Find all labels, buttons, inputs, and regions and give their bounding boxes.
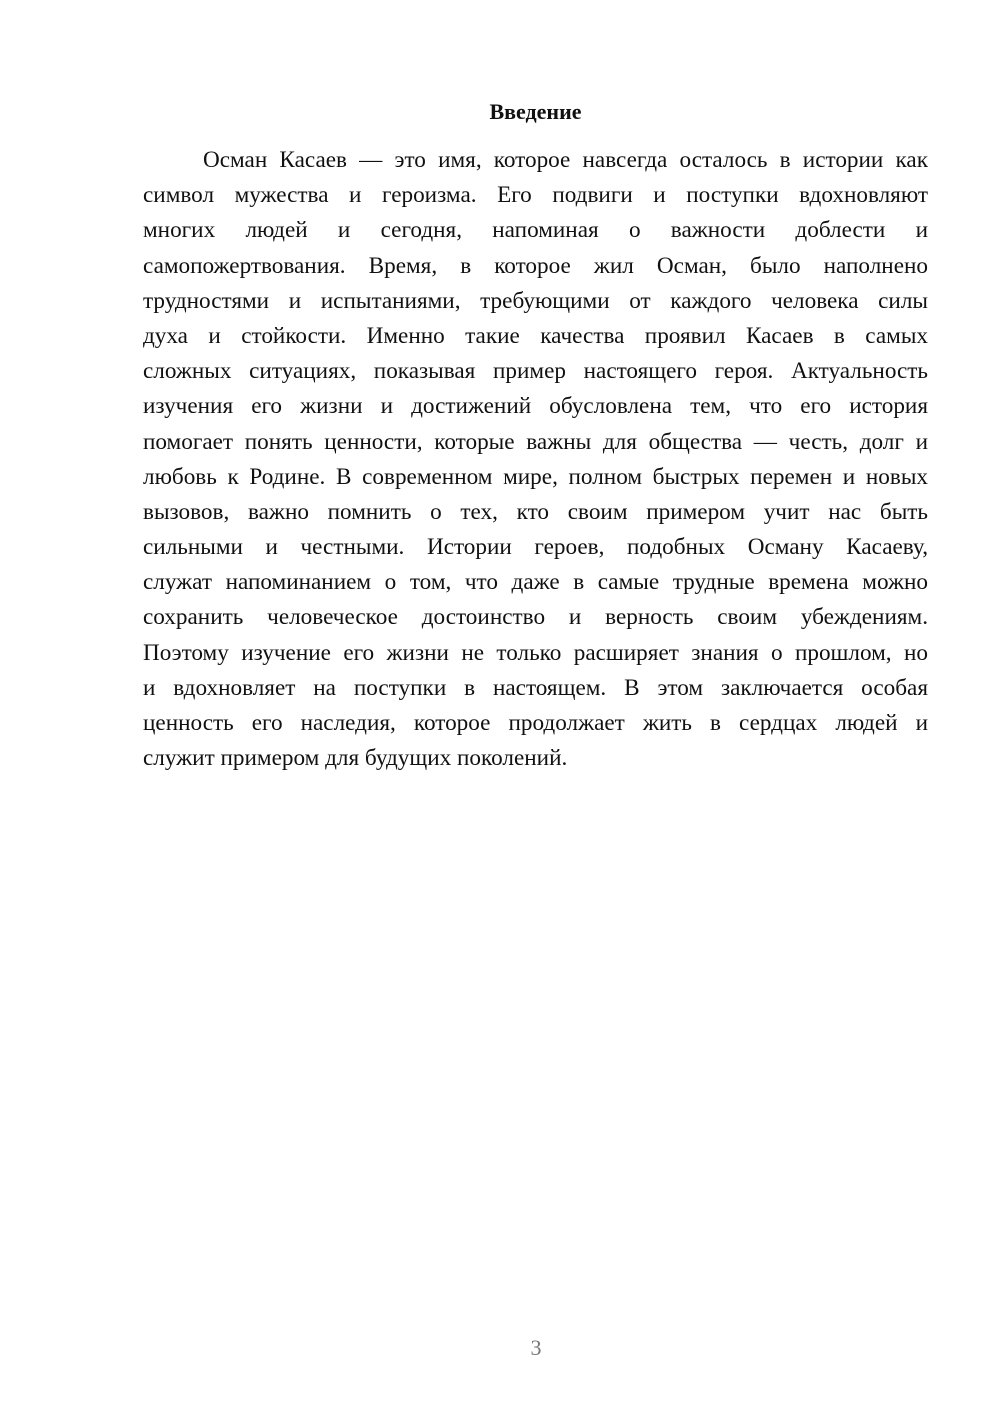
section-heading: Введение: [489, 99, 582, 124]
body-paragraph: [143, 144, 928, 777]
paragraph-line: помогает понять ценности, которые важны для общества — честь, долг и: [143, 428, 928, 455]
paragraph-line: ценность его наследия, которое продолжает жить в сердцах людей и: [143, 710, 928, 736]
paragraph-line: сохранить человеческое достоинство и верность своим убеждениям.: [143, 604, 928, 631]
paragraph-line-last: служит примером для будущих поколений.: [143, 745, 568, 772]
paragraph-line: сложных ситуациях, показывая пример настоящего героя. Актуальность: [143, 358, 928, 385]
paragraph-line: духа и стойкости. Именно такие качества проявил Касаев в самых: [143, 322, 928, 349]
paragraph-line: и вдохновляет на поступки в настоящем. В этом заключается особая: [143, 674, 928, 701]
paragraph-line: Поэтому изучение его жизни не только расширяет знания о прошлом, но: [143, 639, 928, 666]
paragraph-line: любовь к Родине. В современном мире, полном быстрых перемен и новых: [143, 463, 928, 490]
paragraph-line: самопожертвования. Время, в которое жил Осман, было наполнено: [143, 252, 928, 279]
paragraph-line: вызовов, важно помнить о тех, кто своим примером учит нас быть: [143, 498, 928, 525]
paragraph-line: многих людей и сегодня, напоминая о важности доблести и: [143, 217, 928, 244]
paragraph-line: сильными и честными. Истории героев, подобных Осману Касаеву,: [143, 534, 928, 561]
paragraph-line: трудностями и испытаниями, требующими от каждого человека силы: [143, 287, 928, 314]
paragraph-line: символ мужества и героизма. Его подвиги и поступки вдохновляют: [143, 182, 928, 209]
paragraph-line: Осман Касаев — это имя, которое навсегда осталось в истории как: [203, 147, 928, 173]
paragraph-line: служат напоминанием о том, что даже в самые трудные времена можно: [143, 569, 928, 596]
page-number: 3: [530, 1335, 542, 1360]
paragraph-line: изучения его жизни и достижений обусловлена тем, что его история: [143, 393, 928, 420]
